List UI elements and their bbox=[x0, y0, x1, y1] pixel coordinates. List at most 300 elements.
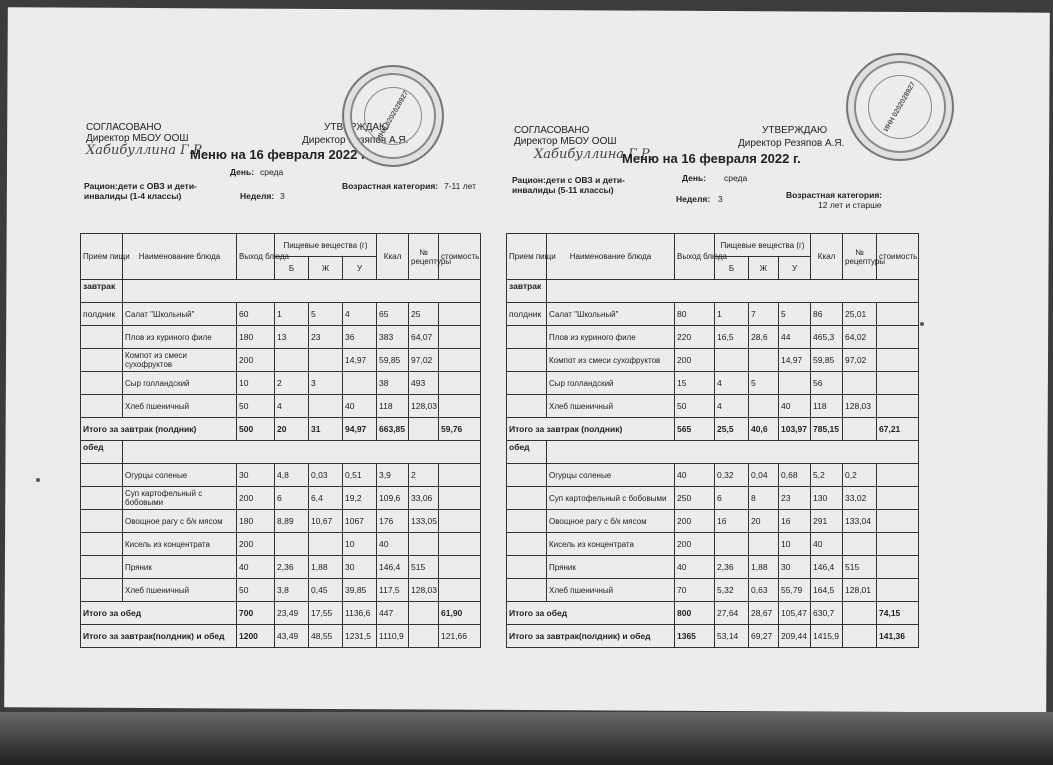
col-kcal: Ккал bbox=[811, 234, 843, 280]
cell: 250 bbox=[675, 487, 715, 510]
cell bbox=[843, 533, 877, 556]
cell: 40 bbox=[675, 556, 715, 579]
cell bbox=[843, 372, 877, 395]
cell: 103,97 bbox=[779, 418, 811, 441]
cell: 50 bbox=[237, 579, 275, 602]
table-row bbox=[81, 372, 481, 395]
cell: 0,03 bbox=[309, 464, 343, 487]
table-row bbox=[507, 533, 919, 556]
cell: 70 bbox=[675, 579, 715, 602]
cell: 3,9 bbox=[377, 464, 409, 487]
cell: 94,97 bbox=[343, 418, 377, 441]
section-label: полдник bbox=[507, 303, 547, 326]
ration-label: Рацион:дети с ОВЗ и дети-инвалиды (5-11 классы) bbox=[512, 175, 625, 195]
cell bbox=[343, 372, 377, 395]
cell: 200 bbox=[675, 510, 715, 533]
cell bbox=[439, 303, 481, 326]
cell: 40,6 bbox=[749, 418, 779, 441]
table-row bbox=[507, 303, 919, 326]
cell bbox=[309, 533, 343, 556]
cell bbox=[439, 510, 481, 533]
section-label: завтрак bbox=[81, 280, 123, 303]
cell: 1136,6 bbox=[343, 602, 377, 625]
cell bbox=[877, 303, 919, 326]
cell: 0,32 bbox=[715, 464, 749, 487]
cell: 1,88 bbox=[309, 556, 343, 579]
cell bbox=[439, 556, 481, 579]
cell bbox=[409, 602, 439, 625]
cell: 663,85 bbox=[377, 418, 409, 441]
cell: 16 bbox=[715, 510, 749, 533]
cell bbox=[409, 533, 439, 556]
dish-name: Плов из куриного филе bbox=[547, 326, 675, 349]
col-zh: Ж bbox=[309, 257, 343, 280]
cell: 16 bbox=[779, 510, 811, 533]
cell: 700 bbox=[237, 602, 275, 625]
table-row bbox=[507, 395, 919, 418]
cell: 30 bbox=[237, 464, 275, 487]
cell bbox=[275, 349, 309, 372]
cell bbox=[439, 349, 481, 372]
director-school-label: Директор МБОУ ООШ bbox=[86, 133, 189, 144]
dish-name: Овощное рагу с б/к мясом bbox=[123, 510, 237, 533]
week-label: Неделя: bbox=[676, 194, 711, 204]
official-stamp bbox=[342, 65, 444, 167]
cell: 146,4 bbox=[811, 556, 843, 579]
col-cost: стоимость bbox=[439, 234, 481, 280]
cell: 6,4 bbox=[309, 487, 343, 510]
handwritten-signature: Хабибуллина Г.Р. bbox=[534, 147, 654, 162]
col-u: У bbox=[779, 257, 811, 280]
dish-name: Компот из смеси сухофруктов bbox=[123, 349, 237, 372]
age-label: Возрастная категория: bbox=[786, 190, 883, 200]
cell: 1,88 bbox=[749, 556, 779, 579]
cell: 48,55 bbox=[309, 625, 343, 648]
cell: 40 bbox=[811, 533, 843, 556]
cell: 128,03 bbox=[843, 395, 877, 418]
cell: 5,32 bbox=[715, 579, 749, 602]
cell: 53,14 bbox=[715, 625, 749, 648]
dish-name: Овощное рагу с б/к мясом bbox=[547, 510, 675, 533]
cell: 118 bbox=[811, 395, 843, 418]
col-zh: Ж bbox=[749, 257, 779, 280]
cell: 3,8 bbox=[275, 579, 309, 602]
day-value: среда bbox=[260, 167, 284, 177]
cell: 0,51 bbox=[343, 464, 377, 487]
dish-name: Пряник bbox=[123, 556, 237, 579]
cell: 28,6 bbox=[749, 326, 779, 349]
cell: 65 bbox=[377, 303, 409, 326]
cell: 59,85 bbox=[377, 349, 409, 372]
col-recipe: № рецептуры bbox=[409, 234, 439, 280]
cell: 14,97 bbox=[343, 349, 377, 372]
cell: 8,89 bbox=[275, 510, 309, 533]
cell: 55,79 bbox=[779, 579, 811, 602]
total-label: Итого за завтрак(полдник) и обед bbox=[507, 625, 675, 648]
cell: 39,85 bbox=[343, 579, 377, 602]
cell: 133,05 bbox=[409, 510, 439, 533]
cell: 16,5 bbox=[715, 326, 749, 349]
cell: 33,06 bbox=[409, 487, 439, 510]
table-row bbox=[507, 326, 919, 349]
cell: 0,2 bbox=[843, 464, 877, 487]
total-label: Итого за обед bbox=[81, 602, 237, 625]
cell bbox=[439, 533, 481, 556]
cell: 500 bbox=[237, 418, 275, 441]
cell: 0,63 bbox=[749, 579, 779, 602]
cell: 23 bbox=[309, 326, 343, 349]
cell: 128,03 bbox=[409, 395, 439, 418]
cell bbox=[779, 372, 811, 395]
col-dish: Наименование блюда bbox=[547, 234, 675, 280]
cell bbox=[877, 579, 919, 602]
cell: 1415,9 bbox=[811, 625, 843, 648]
cell: 1231,5 bbox=[343, 625, 377, 648]
cell: 67,21 bbox=[877, 418, 919, 441]
col-yield: Выход блюда bbox=[237, 234, 275, 280]
cell: 209,44 bbox=[779, 625, 811, 648]
cell: 27,64 bbox=[715, 602, 749, 625]
age-value: 12 лет и старше bbox=[818, 200, 882, 210]
table-row bbox=[507, 556, 919, 579]
section-label: обед bbox=[507, 441, 547, 464]
cell bbox=[309, 395, 343, 418]
section-label: обед bbox=[81, 441, 123, 464]
table-row bbox=[81, 487, 481, 510]
scan-speck bbox=[36, 478, 40, 482]
cell: 105,47 bbox=[779, 602, 811, 625]
col-kcal: Ккал bbox=[377, 234, 409, 280]
dish-name: Кисель из концентрата bbox=[547, 533, 675, 556]
table-row bbox=[507, 349, 919, 372]
cell: 23 bbox=[779, 487, 811, 510]
dish-name: Плов из куриного филе bbox=[123, 326, 237, 349]
cell: 2,36 bbox=[275, 556, 309, 579]
stamp-text: ИНН 0202028927 bbox=[375, 89, 411, 143]
cell bbox=[877, 372, 919, 395]
cell: 383 bbox=[377, 326, 409, 349]
cell: 146,4 bbox=[377, 556, 409, 579]
cell: 8 bbox=[749, 487, 779, 510]
col-dish: Наименование блюда bbox=[123, 234, 237, 280]
cell: 5 bbox=[779, 303, 811, 326]
cell: 1110,9 bbox=[377, 625, 409, 648]
cell: 447 bbox=[377, 602, 409, 625]
col-b: Б bbox=[275, 257, 309, 280]
cell: 1067 bbox=[343, 510, 377, 533]
cell: 200 bbox=[675, 533, 715, 556]
cell: 7 bbox=[749, 303, 779, 326]
cell: 33,02 bbox=[843, 487, 877, 510]
cell: 74,15 bbox=[877, 602, 919, 625]
cell: 565 bbox=[675, 418, 715, 441]
dish-name: Пряник bbox=[547, 556, 675, 579]
dish-name: Хлеб пшеничный bbox=[123, 579, 237, 602]
cell: 40 bbox=[779, 395, 811, 418]
cell: 25 bbox=[409, 303, 439, 326]
cell: 20 bbox=[275, 418, 309, 441]
cell: 20 bbox=[749, 510, 779, 533]
cell: 38 bbox=[377, 372, 409, 395]
cell: 10,67 bbox=[309, 510, 343, 533]
cell: 59,76 bbox=[439, 418, 481, 441]
cell: 630,7 bbox=[811, 602, 843, 625]
day-label: День: bbox=[682, 173, 707, 183]
menu-grades-1-4 bbox=[80, 89, 480, 648]
cell bbox=[877, 395, 919, 418]
total-label: Итого за обед bbox=[507, 602, 675, 625]
cell bbox=[749, 533, 779, 556]
cell bbox=[439, 372, 481, 395]
cell bbox=[749, 395, 779, 418]
total-row bbox=[81, 625, 481, 648]
cell: 133,04 bbox=[843, 510, 877, 533]
cell: 220 bbox=[675, 326, 715, 349]
cell: 50 bbox=[237, 395, 275, 418]
ration-label: Рацион:дети с ОВЗ и дети-инвалиды (1-4 классы) bbox=[84, 181, 197, 201]
col-nutrients: Пищевые вещества (г) bbox=[275, 234, 377, 257]
cell: 19,2 bbox=[343, 487, 377, 510]
cell bbox=[409, 418, 439, 441]
dish-name: Хлеб пшеничный bbox=[123, 395, 237, 418]
week-value: 3 bbox=[718, 194, 723, 204]
cell: 64,02 bbox=[843, 326, 877, 349]
menu-grades-5-11 bbox=[506, 80, 918, 648]
table-row bbox=[81, 395, 481, 418]
dish-name: Хлеб пшеничный bbox=[547, 395, 675, 418]
director-name-label: Директор Резяпов А.Я. bbox=[302, 135, 409, 146]
cell: 28,67 bbox=[749, 602, 779, 625]
cell: 141,36 bbox=[877, 625, 919, 648]
cell bbox=[409, 625, 439, 648]
cell: 30 bbox=[779, 556, 811, 579]
cell: 785,15 bbox=[811, 418, 843, 441]
cell: 128,03 bbox=[409, 579, 439, 602]
cell: 17,55 bbox=[309, 602, 343, 625]
cell bbox=[439, 395, 481, 418]
table-row bbox=[81, 464, 481, 487]
cell bbox=[843, 418, 877, 441]
cell: 109,6 bbox=[377, 487, 409, 510]
cell: 86 bbox=[811, 303, 843, 326]
col-yield: Выход блюда bbox=[675, 234, 715, 280]
day-label: День: bbox=[230, 167, 255, 177]
table-row bbox=[81, 326, 481, 349]
cell: 291 bbox=[811, 510, 843, 533]
cell: 200 bbox=[237, 533, 275, 556]
cell: 1200 bbox=[237, 625, 275, 648]
cell bbox=[439, 464, 481, 487]
menu-title: Меню на 16 февраля 2022 г. bbox=[190, 147, 369, 162]
agreed-label: СОГЛАСОВАНО bbox=[514, 125, 590, 136]
cell: 36 bbox=[343, 326, 377, 349]
dish-name: Кисель из концентрата bbox=[123, 533, 237, 556]
cell: 5 bbox=[309, 303, 343, 326]
cell bbox=[439, 579, 481, 602]
cell: 15 bbox=[675, 372, 715, 395]
total-row bbox=[507, 625, 919, 648]
cell bbox=[715, 533, 749, 556]
cell: 3 bbox=[309, 372, 343, 395]
cell: 6 bbox=[715, 487, 749, 510]
age-label: Возрастная категория: bbox=[342, 181, 439, 191]
cell: 180 bbox=[237, 510, 275, 533]
cell: 0,68 bbox=[779, 464, 811, 487]
director-name-label: Директор Резяпов А.Я. bbox=[738, 138, 845, 149]
cell: 4 bbox=[275, 395, 309, 418]
cell: 0,45 bbox=[309, 579, 343, 602]
cell: 164,5 bbox=[811, 579, 843, 602]
cell: 200 bbox=[237, 349, 275, 372]
cell: 64,07 bbox=[409, 326, 439, 349]
dish-name: Огурцы соленые bbox=[547, 464, 675, 487]
dish-name: Компот из смеси сухофруктов bbox=[547, 349, 675, 372]
table-row bbox=[507, 579, 919, 602]
cell: 56 bbox=[811, 372, 843, 395]
table-row bbox=[507, 372, 919, 395]
table-row bbox=[81, 303, 481, 326]
cell bbox=[843, 625, 877, 648]
scan-speck bbox=[920, 322, 924, 326]
table-row bbox=[507, 510, 919, 533]
col-b: Б bbox=[715, 257, 749, 280]
section-label: полдник bbox=[81, 303, 123, 326]
dish-name: Хлеб пшеничный bbox=[547, 579, 675, 602]
table-row bbox=[81, 349, 481, 372]
cell: 97,02 bbox=[843, 349, 877, 372]
menu-table bbox=[506, 233, 919, 648]
week-value: 3 bbox=[280, 191, 285, 201]
cell: 1365 bbox=[675, 625, 715, 648]
table-row bbox=[81, 533, 481, 556]
total-label: Итого за завтрак(полдник) и обед bbox=[81, 625, 237, 648]
approved-label: УТВЕРЖДАЮ bbox=[762, 125, 828, 136]
cell: 23,49 bbox=[275, 602, 309, 625]
cell: 14,97 bbox=[779, 349, 811, 372]
total-label: Итого за завтрак (полдник) bbox=[507, 418, 675, 441]
dish-name: Салат "Школьный" bbox=[123, 303, 237, 326]
cell bbox=[309, 349, 343, 372]
cell: 128,01 bbox=[843, 579, 877, 602]
total-row bbox=[507, 418, 919, 441]
cell: 31 bbox=[309, 418, 343, 441]
cell: 121,66 bbox=[439, 625, 481, 648]
total-label: Итого за завтрак (полдник) bbox=[81, 418, 237, 441]
cell bbox=[877, 326, 919, 349]
col-recipe: № рецептуры bbox=[843, 234, 877, 280]
table-row bbox=[81, 579, 481, 602]
cell: 176 bbox=[377, 510, 409, 533]
cell: 118 bbox=[377, 395, 409, 418]
cell: 40 bbox=[675, 464, 715, 487]
cell: 30 bbox=[343, 556, 377, 579]
cell bbox=[877, 464, 919, 487]
approved-label: УТВЕРЖДАЮ bbox=[324, 122, 390, 133]
cell: 43,49 bbox=[275, 625, 309, 648]
menu-title: Меню на 16 февраля 2022 г. bbox=[622, 151, 801, 166]
cell: 10 bbox=[237, 372, 275, 395]
cell bbox=[749, 349, 779, 372]
cell: 40 bbox=[237, 556, 275, 579]
cell bbox=[439, 326, 481, 349]
cell bbox=[877, 510, 919, 533]
cell bbox=[877, 349, 919, 372]
cell: 60 bbox=[237, 303, 275, 326]
cell bbox=[275, 533, 309, 556]
cell bbox=[877, 487, 919, 510]
cell: 2 bbox=[275, 372, 309, 395]
col-meal: Прием пищи bbox=[81, 234, 123, 280]
cell: 4 bbox=[715, 395, 749, 418]
cell: 40 bbox=[377, 533, 409, 556]
age-value: 7-11 лет bbox=[443, 181, 476, 191]
cell: 493 bbox=[409, 372, 439, 395]
cell: 5 bbox=[749, 372, 779, 395]
cell: 4,8 bbox=[275, 464, 309, 487]
cell: 515 bbox=[843, 556, 877, 579]
cell: 117,5 bbox=[377, 579, 409, 602]
cell: 4 bbox=[715, 372, 749, 395]
day-value: среда bbox=[724, 173, 748, 183]
cell: 97,02 bbox=[409, 349, 439, 372]
total-row bbox=[507, 602, 919, 625]
cell: 59,85 bbox=[811, 349, 843, 372]
cell: 130 bbox=[811, 487, 843, 510]
total-row bbox=[81, 418, 481, 441]
table-row bbox=[507, 464, 919, 487]
official-stamp bbox=[846, 53, 954, 161]
cell: 200 bbox=[675, 349, 715, 372]
dish-name: Суп картофельный с бобовыми bbox=[123, 487, 237, 510]
cell: 25,01 bbox=[843, 303, 877, 326]
cell bbox=[843, 602, 877, 625]
cell: 13 bbox=[275, 326, 309, 349]
dish-name: Суп картофельный с бобовыми bbox=[547, 487, 675, 510]
dish-name: Огурцы соленые bbox=[123, 464, 237, 487]
cell bbox=[715, 349, 749, 372]
stamp-text: ИНН 0202028927 bbox=[882, 80, 918, 134]
cell: 465,3 bbox=[811, 326, 843, 349]
cell: 40 bbox=[343, 395, 377, 418]
menu-table bbox=[80, 233, 481, 648]
week-label: Неделя: bbox=[240, 191, 275, 201]
agreed-label: СОГЛАСОВАНО bbox=[86, 122, 162, 133]
cell: 0,04 bbox=[749, 464, 779, 487]
dish-name: Сыр голландский bbox=[123, 372, 237, 395]
cell: 44 bbox=[779, 326, 811, 349]
cell: 200 bbox=[237, 487, 275, 510]
cell: 2 bbox=[409, 464, 439, 487]
cell: 61,90 bbox=[439, 602, 481, 625]
handwritten-signature: Хабибуллина Г.Р. bbox=[86, 143, 206, 158]
cell: 4 bbox=[343, 303, 377, 326]
cell: 25,5 bbox=[715, 418, 749, 441]
cell: 80 bbox=[675, 303, 715, 326]
cell: 1 bbox=[715, 303, 749, 326]
cell: 10 bbox=[343, 533, 377, 556]
cell: 180 bbox=[237, 326, 275, 349]
cell: 1 bbox=[275, 303, 309, 326]
table-row bbox=[507, 487, 919, 510]
cell bbox=[877, 533, 919, 556]
table-row bbox=[81, 556, 481, 579]
cell: 50 bbox=[675, 395, 715, 418]
col-cost: стоимость bbox=[877, 234, 919, 280]
section-label: завтрак bbox=[507, 280, 547, 303]
cell bbox=[439, 487, 481, 510]
col-nutrients: Пищевые вещества (г) bbox=[715, 234, 811, 257]
dish-name: Сыр голландский bbox=[547, 372, 675, 395]
